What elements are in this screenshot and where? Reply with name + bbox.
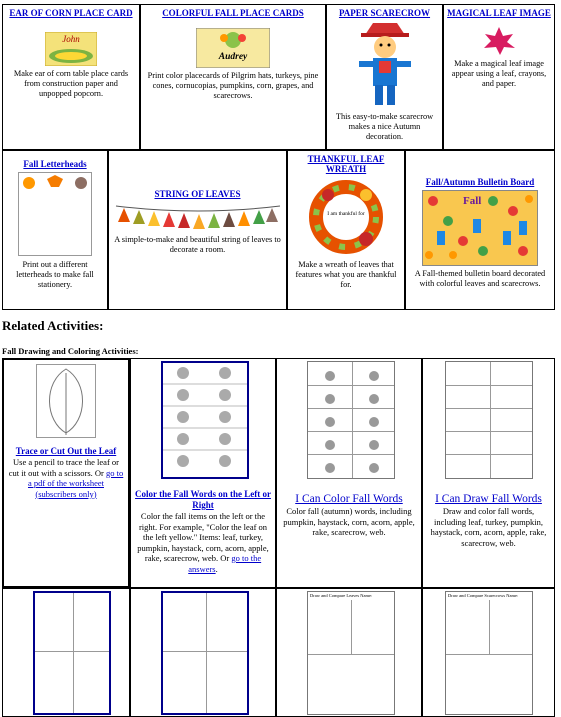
wreath-image[interactable] [306, 177, 386, 257]
thankful-wreath-desc: Make a wreath of leaves that features what you are thankful for. [295, 260, 397, 289]
i-can-color-link[interactable]: I Can Color Fall Words [295, 493, 403, 505]
card-fall-place-cards [140, 4, 326, 150]
bulletin-board-link[interactable]: Fall/Autumn Bulletin Board [425, 177, 535, 187]
compare-leaves-thumbnail[interactable] [307, 591, 395, 715]
paper-scarecrow-desc: This easy-to-make scarecrow makes a nice Autumn decoration. [335, 112, 434, 141]
card-i-can-draw [422, 358, 555, 588]
magical-leaf-link[interactable]: MAGICAL LEAF IMAGE [447, 8, 551, 18]
audrey-label: Audrey [218, 52, 248, 62]
card-i-can-color [276, 358, 422, 588]
card-fall-letterheads [2, 150, 108, 310]
trace-leaf-desc: Use a pencil to trace the leaf or cut it out with a scissors. Or go to a pdf of the worksheet (subscribers only) [8, 457, 124, 499]
i-can-color-desc: Color fall (autumn) words, including pumpkin, haystack, corn, acorn, apple, rake, scarecrow, web. [283, 506, 415, 537]
card-magical-leaf [443, 4, 555, 150]
fall-drawing-subheading: Fall Drawing and Coloring Activities: [2, 346, 139, 356]
wreath-center-text: I am thankful for [327, 211, 365, 217]
related-activities-heading: Related Activities: [2, 318, 104, 333]
card-worksheet-b [130, 588, 276, 717]
worksheet-b-thumbnail[interactable] [161, 591, 249, 715]
string-of-leaves-link[interactable]: STRING OF LEAVES [154, 189, 241, 199]
card-trace-leaf [2, 358, 130, 588]
corn-label: John [62, 34, 80, 44]
red-leaf-image[interactable] [482, 26, 516, 56]
color-fall-words-desc: Color the fall items on the left or the right. For example, "Color the leaf on the left yellow." Items: leaf, turkey, pumpkin, haystack, corn, acorn, apple, rake, scarecrow, web. Or go to the answers. [137, 511, 269, 574]
letterhead-image[interactable] [18, 172, 92, 256]
card-string-of-leaves [108, 150, 287, 310]
audrey-placecard-image[interactable] [196, 28, 270, 68]
color-fall-words-thumbnail[interactable] [161, 361, 249, 479]
card-worksheet-a [2, 588, 130, 717]
color-fall-words-answers-link[interactable]: go to the answers [188, 553, 262, 574]
ear-of-corn-desc: Make ear of corn table place cards from construction paper and unpopped popcorn. [13, 69, 129, 98]
card-paper-scarecrow [326, 4, 443, 150]
corn-placecard-image[interactable] [45, 32, 97, 66]
fall-letterheads-link[interactable]: Fall Letterheads [23, 159, 87, 169]
i-can-color-thumbnail[interactable] [307, 361, 395, 479]
trace-leaf-pdf-link[interactable]: go to a pdf of the worksheet (subscribers only) [27, 467, 124, 499]
card-bulletin-board [405, 150, 555, 310]
bulletin-board-desc: A Fall-themed bulletin board decorated with colorful leaves and scarecrows. [414, 269, 546, 288]
i-can-draw-desc: Draw and color fall words, including leaf, turkey, pumpkin, haystack, corn, acorn, apple, rake, scarecrow, web. [430, 506, 547, 548]
magical-leaf-desc: Make a magical leaf image appear using a leaf, crayons, and paper. [451, 59, 547, 88]
bulletin-banner-text: Fall [463, 195, 482, 207]
string-of-leaves-desc: A simple-to-make and beautiful string of leaves to decorate a room. [114, 235, 281, 254]
card-color-fall-words [130, 358, 276, 588]
card-thankful-wreath [287, 150, 405, 310]
compare-scarecrows-thumbnail[interactable] [445, 591, 533, 715]
ear-of-corn-link[interactable]: EAR OF CORN PLACE CARD [9, 8, 133, 18]
trace-leaf-thumbnail[interactable] [36, 364, 96, 438]
color-fall-words-link[interactable]: Color the Fall Words on the Left or Right [135, 489, 271, 510]
trace-leaf-link[interactable]: Trace or Cut Out the Leaf [15, 446, 117, 456]
compare-leaves-ws-title: Draw and Compare Leaves Name: [310, 593, 373, 598]
compare-scarecrows-ws-title: Draw and Compare Scarecrows Name: [448, 593, 519, 598]
i-can-draw-link[interactable]: I Can Draw Fall Words [435, 493, 542, 505]
card-compare-scarecrows [422, 588, 555, 717]
i-can-draw-thumbnail[interactable] [445, 361, 533, 479]
paper-scarecrow-link[interactable]: PAPER SCARECROW [338, 8, 431, 18]
scarecrow-image[interactable] [355, 21, 415, 109]
bulletin-board-image[interactable] [422, 190, 538, 266]
thankful-wreath-link[interactable]: THANKFUL LEAF WREATH [307, 154, 385, 174]
worksheet-a-thumbnail[interactable] [33, 591, 111, 715]
leaf-string-image[interactable] [114, 202, 282, 232]
fall-place-cards-desc: Print color placecards of Pilgrim hats, turkeys, pine cones, cornucopias, pumpkins, corn, grapes, and scarecrows. [147, 71, 319, 100]
card-compare-leaves [276, 588, 422, 717]
fall-place-cards-link[interactable]: COLORFUL FALL PLACE CARDS [162, 8, 304, 18]
card-ear-of-corn [2, 4, 140, 150]
fall-letterheads-desc: Print out a different letterheads to make fall stationery. [16, 260, 94, 289]
